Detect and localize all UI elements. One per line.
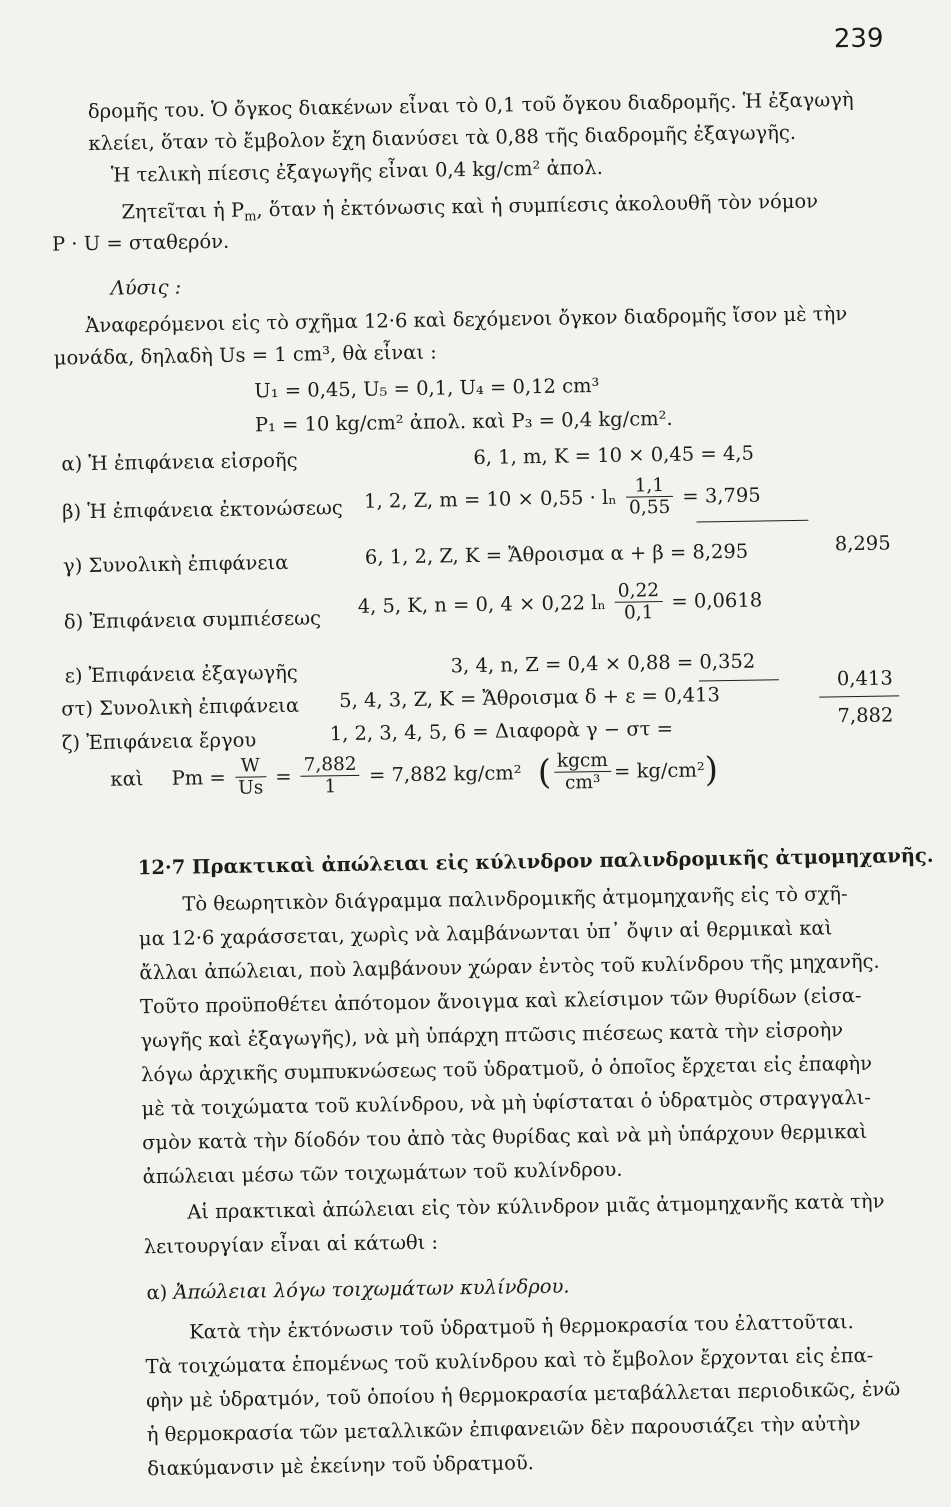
section-p1-line-4: Τοῦτο προϋποθέτει ἀπότομον ἄνοιγμα καὶ κλείσιμον τῶν θυρίδων (εἰσα- [139,983,862,1019]
final-kai: καὶ [110,767,144,791]
given-volumes: U₁ = 0,45, U₅ = 0,1, U₄ = 0,12 cm³ [254,374,600,403]
section-p1-line-6: λόγω ἀρχικῆς συμπυκνώσεως τοῦ ὑδρατμοῦ, ὁ ὁποῖος ἔρχεται εἰς ἐπαφὴν [140,1051,873,1087]
problem-line-3: Ἡ τελικὴ πίεσις ἐξαγωγῆς εἶναι 0,4 kg/cm² ἀπολ. [110,155,603,187]
section-p1-line-9: ἀπώλειαι μέσω τῶν τοιχωμάτων τοῦ κυλίνδρου. [142,1157,623,1189]
subsection-a-title: Ἀπώλειαι λόγω τοιχωμάτων κυλίνδρου. [173,1274,570,1304]
pm-subscript: m [244,209,257,225]
final-unit-numerator: kgcm [554,750,611,773]
final-unit-result: = kg/cm² [613,758,705,783]
final-pm: Pm = [171,765,226,790]
sum-rule-2 [699,679,779,681]
item-b-expression: 1, 2, Z, m = 10 × 0,55 · lₙ [363,485,617,513]
item-b-label: β) Ἡ ἐπιφάνεια ἐκτονώσεως [62,496,343,524]
item-b-result: = 3,795 [682,483,761,508]
item-e-expr: 3, 4, n, Z = 0,4 × 0,88 = 0,352 [450,649,756,678]
problem-line-2: κλείει, ὅταν τὸ ἔμβολον ἔχη διανύσει τὰ 0,88 τῆς διαδρομῆς ἐξαγωγῆς. [88,120,797,155]
item-a-expr: 6, 1, m, K = 10 × 0,45 = 4,5 [473,441,755,469]
section-p3-line-3: φὴν μὲ ὑδρατμόν, τοῦ ὁποίου ἡ θερμοκρασία μεταβάλλεται περιοδικῶς, ἐνῶ [146,1377,901,1413]
item-d-denominator: 0,1 [623,602,654,624]
problem-line-4-start: Ζητεῖται ἡ P [121,198,245,224]
section-p1-line-5: γωγῆς καὶ ἐξαγωγῆς), νὰ μὴ ὑπάρχη πτῶσις πιέσεως κατὰ τὴν εἰσροὴν [140,1018,844,1053]
item-st-expr: 5, 4, 3, Z, K = Ἄθροισμα δ + ε = 0,413 [339,683,721,713]
item-d-numerator: 0,22 [615,580,663,603]
section-p1-line-7: μὲ τὰ τοιχώματα τοῦ κυλίνδρου, νὰ μὴ ὑφίσταται ὁ ὑδρατμὸς στραγγαλι- [141,1085,872,1121]
item-st-right-value: 0,413 [836,666,893,691]
section-p3-line-4: ἡ θερμοκρασία τῶν μεταλλικῶν ἐπιφανειῶν δὲν παρουσιάζει τὴν αὐτὴν [146,1412,861,1447]
item-b-expr [364,473,761,523]
subsection-a-label: α) [146,1280,168,1305]
section-p1-line-8: σμὸν κατὰ τὴν δίοδόν του ἀπὸ τὰς θυρίδας καὶ νὰ μὴ ὑπάρχουν θερμικαὶ [141,1119,868,1155]
section-p1-line-1: Τὸ θεωρητικὸν διάγραμμα παλινδρομικῆς ἀτμομηχανῆς εἰς τὸ σχῆ- [182,882,848,916]
solution-heading: Λύσις : [110,275,182,300]
item-g-right-value: 8,295 [834,531,891,556]
solution-line-1: Ἀναφερόμενοι εἰς τὸ σχῆμα 12·6 καὶ δεχόμενοι ὄγκον διαδρομῆς ἴσον μὲ τὴν [85,302,848,338]
problem-line-5: P · U = σταθερόν. [51,229,230,256]
total-rule [819,695,899,697]
item-g-label: γ) Συνολικὴ ἐπιφάνεια [62,550,289,578]
sum-rule-1 [696,520,808,523]
given-pressures: P₁ = 10 kg/cm² ἀπολ. καὶ P₃ = 0,4 kg/cm². [254,406,673,437]
item-d-label: δ) Ἐπιφάνεια συμπιέσεως [63,606,322,634]
page-number: 239 [833,23,884,55]
item-d-expression: 4, 5, K, n = 0, 4 × 0,22 lₙ [357,590,606,618]
subsection-a [146,1274,570,1305]
item-st-label: στ) Συνολικὴ ἐπιφάνεια [61,693,300,721]
item-b-denominator: 0,55 [628,497,671,519]
final-result: = 7,882 kg/cm² [368,761,522,787]
item-z-expr: 1, 2, 3, 4, 5, 6 = Διαφορὰ γ − στ = [329,716,674,746]
problem-line-4 [121,189,819,226]
final-work-numerator: 7,882 [300,754,359,777]
problem-line-4-end: , ὅταν ἡ ἐκτόνωσις καὶ ἡ συμπίεσις ἀκολουθῆ τὸν νόμον [256,189,819,222]
item-b-numerator: 1,1 [626,475,674,498]
section-p3-line-1: Κατὰ τὴν ἐκτόνωσιν τοῦ ὑδρατμοῦ ἡ θερμοκρασία του ἐλαττοῦται. [188,1310,854,1344]
unit-close-paren: ) [704,749,719,791]
section-p1-line-3: ἄλλαι ἀπώλειαι, ποὺ λαμβάνουν χώραν ἐντὸς τοῦ κυλίνδρου τῆς μηχανῆς. [139,949,880,985]
final-w-over-us [235,755,267,799]
final-unit-fraction [554,750,612,794]
section-p3-line-2: Τὰ τοιχώματα ἑπομένως τοῦ κυλίνδρου καὶ τὸ ἔμβολον ἔρχονται εἰς ἐπα- [145,1343,874,1379]
item-b-fraction [626,475,674,519]
section-title: 12·7 Πρακτικαὶ ἀπώλειαι εἰς κύλινδρον παλινδρομικῆς ἀτμομηχανῆς. [137,843,934,880]
item-e-label: ε) Ἐπιφάνεια ἐξαγωγῆς [64,660,298,688]
final-w: W [235,755,266,778]
item-a-label: α) Ἡ ἐπιφάνεια εἰσροῆς [61,448,298,476]
solution-line-2: μονάδα, δηλαδὴ Us = 1 cm³, θὰ εἶναι : [53,340,437,370]
item-z-label: ζ) Ἐπιφάνεια ἔργου [61,728,257,755]
final-work-denominator: 1 [324,776,337,798]
item-g-expr: 6, 1, 2, Z, K = Ἄθροισμα α + β = 8,295 [364,539,749,569]
final-unit-denominator: cm³ [564,772,601,794]
unit-open-paren: ( [537,752,552,793]
section-p3-line-5: διακύμανσιν μὲ ἐκείνην τοῦ ὑδρατμοῦ. [147,1451,535,1481]
section-p2-line-1: Αἱ πρακτικαὶ ἀπώλειαι εἰς τὸν κύλινδρον μιᾶς ἀτμομηχανῆς κατὰ τὴν [187,1189,885,1224]
section-p2-line-2: λειτουργίαν εἶναι αἱ κάτωθι : [143,1230,439,1259]
final-work-fraction [300,754,360,798]
final-equals-1: = [275,764,292,789]
item-d-fraction [615,580,663,624]
section-p1-line-2: μα 12·6 χαράσσεται, χωρὶς νὰ λαμβάνωνται ὑπ᾽ ὄψιν αἱ θερμικαὶ καὶ [138,916,833,951]
problem-line-1: δρομῆς του. Ὁ ὄγκος διακένων εἶναι τὸ 0,1 τοῦ ὄγκου διαδρομῆς. Ἡ ἐξαγωγὴ [87,87,854,123]
final-us: Us [237,777,264,799]
item-z-right-value: 7,882 [837,703,894,728]
item-d-result: = 0,0618 [671,588,763,613]
item-d-expr [357,578,762,628]
final-formula [110,748,718,801]
